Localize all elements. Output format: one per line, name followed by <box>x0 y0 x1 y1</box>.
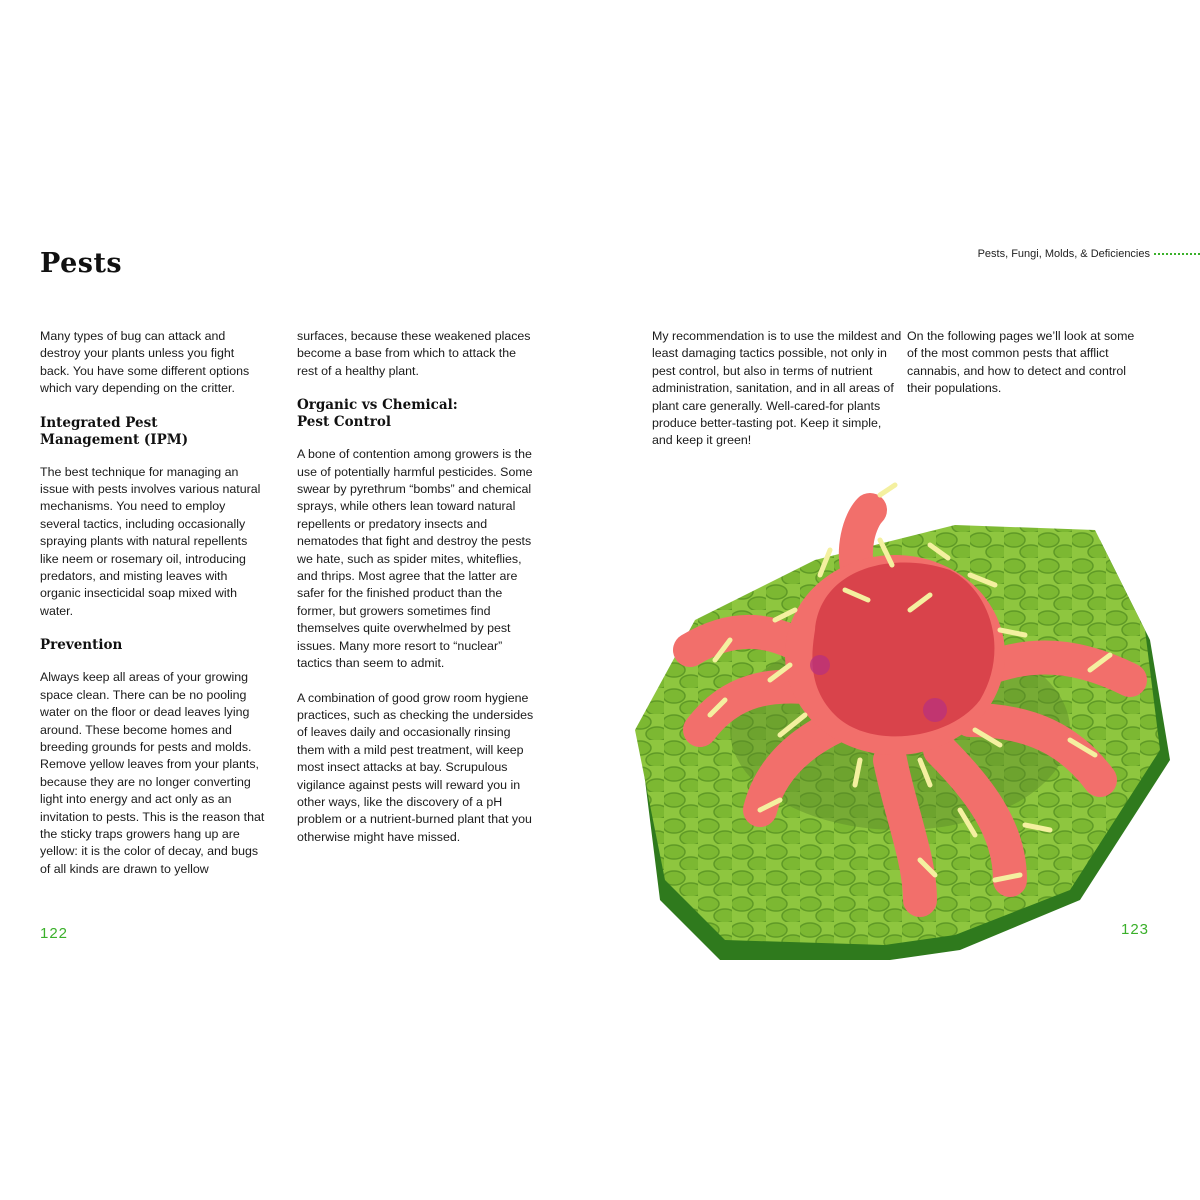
page-number-left: 122 <box>40 925 69 942</box>
following-pages-paragraph: On the following pages we’ll look at some of the most common pests that afflict cannabis, and how to detect and control their populations. <box>907 329 1135 396</box>
dotted-rule <box>1154 253 1200 255</box>
running-head-label: Pests, Fungi, Molds, & Deficiencies <box>977 248 1150 260</box>
hygiene-paragraph: A combination of good grow room hygiene practices, such as checking the undersides of leaves daily and occasionally rinsing them with a mild pest treatment, will keep most insect attacks at bay. Scrupulous vigilance against pests will reward you in other ways, like the discovery of a pH problem or a nutrient-burned plant that you otherwise might have missed. <box>297 690 534 844</box>
mite-body-inner <box>812 563 994 737</box>
page-title: Pests <box>40 248 123 279</box>
page-number-right: 123 <box>1121 921 1150 938</box>
ipm-paragraph: The best technique for managing an issue with pests involves various natural mechanisms. You need to employ several tactics, including occasionally spraying plants with natural repellents like neem or rosemary oil, introducing predators, and misting leaves with organic insecticidal soap mixed with water. <box>40 464 261 618</box>
running-head <box>978 248 1200 260</box>
text-column-1 <box>40 328 266 895</box>
organic-heading <box>297 397 537 431</box>
prevention-paragraph: Always keep all areas of your growing space clean. There can be no pooling water on the floor or dead leaves lying around. These become homes and breeding grounds for pests and molds. Remove yellow leaves from your plants, because they are no longer converting light into energy and act only as an invitation to pests. This is the reason that the sticky traps growers hang up are yellow: it is the color of decay, and bugs of all kinds are drawn to yellow <box>40 670 265 876</box>
prevention-heading: Prevention <box>40 637 123 654</box>
organic-heading-line2: Pest Control <box>297 414 391 431</box>
text-column-4 <box>907 328 1137 415</box>
continuation-paragraph: surfaces, because these weakened places become a base from which to attack the rest of a healthy plant. <box>297 329 531 378</box>
intro-paragraph: Many types of bug can attack and destroy your plants unless you fight back. You have some different options which vary depending on the critter. <box>40 329 250 396</box>
organic-paragraph: A bone of contention among growers is the use of potentially harmful pesticides. Some swear by pyrethrum “bombs” and chemical sprays, while others lean toward natural repellents or predatory insects and nematodes that fight and destroy the pests we hate, such as spider mites, whiteflies, and thrips. Most agree that the latter are safer for the finished product than the former, but growers sometimes find themselves quite overwhelmed by pest issues. Many more resort to “nuclear” tactics than seem to admit. <box>297 447 533 671</box>
text-column-2 <box>297 328 537 863</box>
recommendation-paragraph: My recommendation is to use the mildest and least damaging tactics possible, not only in pest control, but also in terms of nutrient administration, sanitation, and in all areas of plant care generally. Well-cared-for plants produce better-tasting pot. Keep it simple, and keep it green! <box>652 329 902 448</box>
spider-mite-on-leaf-icon <box>630 480 1190 980</box>
text-column-3 <box>652 328 902 467</box>
organic-heading-line1: Organic vs Chemical: <box>297 397 458 414</box>
mite-spot-1 <box>923 698 947 722</box>
ipm-heading-line2: Management (IPM) <box>40 431 189 448</box>
ipm-heading-line1: Integrated Pest <box>40 414 158 431</box>
mite-spot-2 <box>810 655 830 675</box>
ipm-heading <box>40 415 266 449</box>
